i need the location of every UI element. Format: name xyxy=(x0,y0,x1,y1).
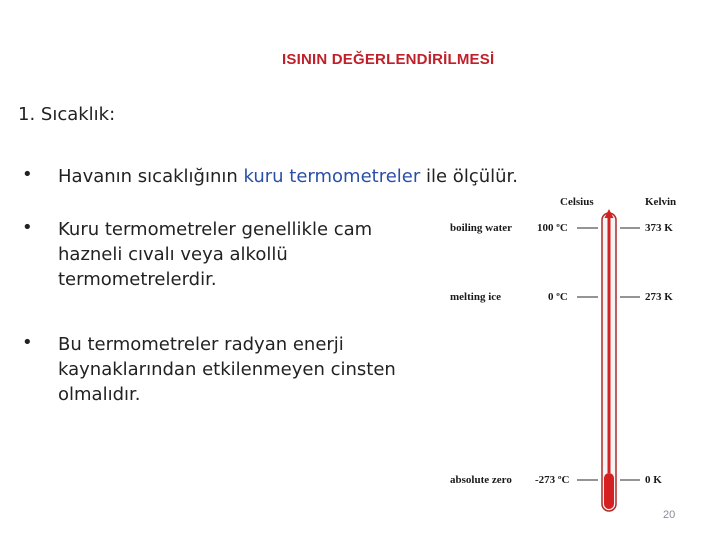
celsius-minus-273: -273 ºC xyxy=(535,474,570,486)
bullet-marker: • xyxy=(22,164,33,185)
mercury-column xyxy=(608,213,611,473)
thermometer-figure xyxy=(440,185,700,515)
bullet-2-text: Kuru termometreler genellikle cam hazneli cıvalı veya alkollü termometrelerdir. xyxy=(58,219,373,290)
row-label-boiling-water: boiling water xyxy=(450,222,513,234)
bullet-1-after: ile ölçülür. xyxy=(420,166,518,187)
celsius-100: 100 ºC xyxy=(537,222,568,234)
row-label-absolute-zero: absolute zero xyxy=(450,474,512,486)
row-label-melting-ice: melting ice xyxy=(450,291,502,303)
page-number: 20 xyxy=(663,509,676,521)
bullet-marker: • xyxy=(22,332,33,353)
mercury-bulb xyxy=(604,473,614,509)
slide-title: ISININ DEĞERLENDİRİLMESİ xyxy=(282,51,495,68)
section-heading: 1. Sıcaklık: xyxy=(18,104,116,125)
kelvin-0: 0 K xyxy=(645,474,662,486)
bullet-3-text: Bu termometreler radyan enerji kaynaklarından etkilenmeyen cinsten olmalıdır. xyxy=(58,334,396,405)
kelvin-373: 373 K xyxy=(645,222,673,234)
bullet-1-before: Havanın sıcaklığının xyxy=(58,166,244,187)
kelvin-273: 273 K xyxy=(645,291,673,303)
celsius-header: Celsius xyxy=(560,196,594,208)
celsius-0: 0 ºC xyxy=(548,291,568,303)
bullet-marker: • xyxy=(22,217,33,238)
bullet-1-highlight: kuru termometreler xyxy=(243,166,421,187)
kelvin-header: Kelvin xyxy=(645,196,677,208)
